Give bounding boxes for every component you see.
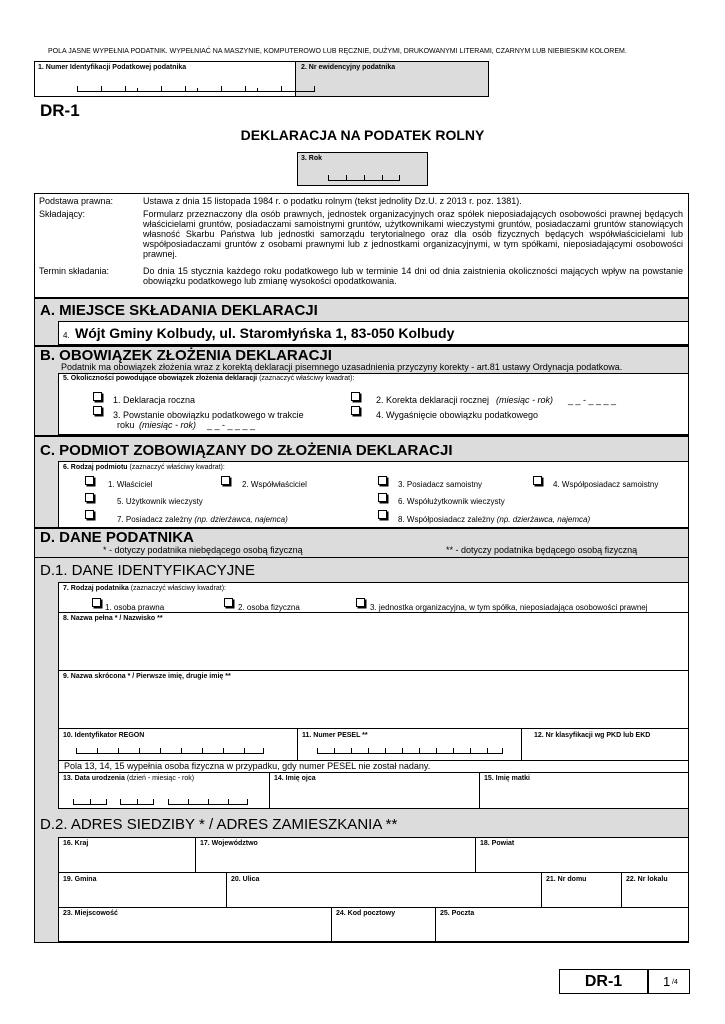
place-number: 4. — [63, 331, 70, 340]
f22-label: 22. Nr lokalu — [626, 876, 668, 883]
submission-place: Wójt Gminy Kolbudy, ul. Staromłyńska 1, 83-050 Kolbudy — [75, 325, 455, 341]
voivodeship-input[interactable] — [196, 850, 474, 871]
page-total: /4 — [672, 979, 678, 986]
mother-name-input[interactable] — [480, 785, 688, 808]
obligation-expiry-checkbox[interactable] — [351, 406, 360, 415]
c-o8: 8. Współposiadacz zależny — [398, 515, 495, 524]
opt4-label: 4. Wygaśnięcie obowiązku podatkowego — [376, 410, 539, 420]
f9-label: 9. Nazwa skrócona * / Pierwsze imię, drugie imię ** — [63, 673, 231, 680]
filer-label: Składający: — [39, 209, 86, 219]
d2-title: D.2. ADRES SIEDZIBY * / ADRES ZAMIESZKANIA ** — [40, 816, 398, 833]
correction-note: Podatnik ma obowiązek złożenia wraz z korektą deklaracji pisemnego uzasadnienia przyczyny korekty - art.81 ustawy Ordynacja podatkowa. — [61, 362, 623, 372]
t2: 2. osoba fizyczna — [238, 603, 300, 612]
f6-label: 6. Rodzaj podmiotu — [63, 464, 128, 471]
co-perpetual-user-checkbox[interactable] — [378, 493, 387, 502]
c-o5: 5. Użytkownik wieczysty — [117, 497, 203, 506]
commune-input[interactable] — [59, 886, 225, 906]
f5-hint: (zaznaczyć właściwy kwadrat): — [259, 375, 355, 382]
c-o8-hint: (np. dzierżawca, najemca) — [496, 515, 591, 524]
form-title: DEKLARACJA NA PODATEK ROLNY — [240, 127, 485, 143]
f25-label: 25. Poczta — [440, 910, 475, 917]
note-natural-person: ** - dotyczy podatnika będącego osobą fizyczną — [446, 545, 638, 555]
legal-person-checkbox[interactable] — [92, 598, 101, 607]
c-o7-hint: (np. dzierżawca, najemca) — [194, 515, 288, 524]
f6-hint: (zaznaczyć właściwy kwadrat): — [129, 464, 225, 471]
f20-label: 20. Ulica — [231, 876, 260, 883]
c-o1: 1. Właściciel — [108, 480, 153, 489]
short-name-input[interactable] — [59, 683, 688, 727]
postal-code-input[interactable] — [332, 920, 434, 941]
birth-month-input[interactable] — [120, 799, 154, 805]
full-name-input[interactable] — [59, 625, 688, 669]
section-b-title: B. OBOWIĄZEK ZŁOŻENIA DEKLARACJI — [40, 347, 332, 364]
registry-label: 2. Nr ewidencyjny podatnika — [301, 64, 396, 71]
year-ticks — [328, 175, 400, 181]
opt2-hint: (miesiąc - rok) — [496, 395, 554, 405]
regon-input[interactable] — [76, 748, 264, 754]
birth-day-input[interactable] — [73, 799, 107, 805]
f7-hint: (zaznaczyć właściwy kwadrat): — [130, 585, 226, 592]
f12-label: 12. Nr klasyfikacji wg PKD lub EKD — [534, 732, 651, 739]
deadline-label: Termin składania: — [39, 266, 110, 276]
submission-place-field — [58, 321, 689, 345]
form-code: DR-1 — [40, 101, 80, 120]
opt3-hint: (miesiąc - rok) — [139, 420, 197, 430]
f14-label: 14. Imię ojca — [274, 775, 316, 782]
f11-label: 11. Numer PESEL ** — [302, 732, 368, 739]
perpetual-user-checkbox[interactable] — [85, 493, 94, 502]
section-d-title: D. DANE PODATNIKA — [40, 529, 194, 546]
f5-label: 5. Okoliczności powodujące obowiązek złożenia deklaracji — [63, 375, 258, 382]
page-number-box — [648, 969, 690, 994]
c-o4: 4. Współposiadacz samoistny — [553, 480, 659, 489]
obligation-arise-checkbox[interactable] — [93, 406, 102, 415]
c-o2: 2. Współwłaściciel — [242, 480, 307, 489]
f18-label: 18. Powiat — [480, 840, 515, 847]
f13-hint: (dzień - miesiąc - rok) — [126, 775, 195, 782]
t1: 1. osoba prawna — [105, 603, 165, 612]
owner-checkbox[interactable] — [85, 476, 94, 485]
nip-ticks — [77, 86, 315, 92]
city-input[interactable] — [59, 920, 330, 941]
f13-label: 13. Data urodzenia — [63, 775, 125, 782]
deadline-text: Do dnia 15 stycznia każdego roku podatkowego lub w terminie 14 dni od dnia zaistnienia okoliczności mających wpływ na powstanie obowiązku podatkowego lub zmianę wysokości opodatkowania. — [143, 266, 683, 286]
pesel-input[interactable] — [317, 748, 503, 754]
basis-label: Podstawa prawna: — [39, 196, 114, 206]
page-number: 1 — [663, 974, 671, 989]
f17-label: 17. Województwo — [200, 840, 258, 847]
opt3-date[interactable]: _ _ - _ _ _ _ — [207, 420, 256, 430]
organizational-unit-checkbox[interactable] — [356, 598, 365, 607]
c-o6: 6. Współużytkownik wieczysty — [398, 497, 505, 506]
opt3-label-b: roku — [117, 420, 135, 430]
f16-label: 16. Kraj — [63, 840, 89, 847]
opt1-label: 1. Deklaracja roczna — [113, 395, 196, 405]
natural-person-checkbox[interactable] — [224, 598, 233, 607]
co-owner-checkbox[interactable] — [221, 476, 230, 485]
co-dependent-possessor-checkbox[interactable] — [378, 510, 387, 519]
f10-label: 10. Identyfikator REGON — [63, 732, 145, 739]
post-office-input[interactable] — [436, 920, 688, 941]
footer-code: DR-1 — [584, 973, 623, 990]
f23-label: 23. Miejscowość — [63, 910, 118, 917]
nip-label: 1. Numer Identyfikacji Podatkowej podatnika — [38, 64, 187, 71]
country-input[interactable] — [59, 850, 194, 871]
father-name-input[interactable] — [270, 785, 478, 808]
f24-label: 24. Kod pocztowy — [336, 910, 396, 917]
street-input[interactable] — [227, 886, 540, 906]
c-o7: 7. Posiadacz zależny — [117, 515, 193, 524]
dependent-possessor-checkbox[interactable] — [85, 510, 94, 519]
apartment-number-input[interactable] — [622, 886, 688, 906]
opt3-label: 3. Powstanie obowiązku podatkowego w trakcie — [113, 410, 304, 420]
annual-declaration-checkbox[interactable] — [93, 392, 102, 401]
f15-label: 15. Imię matki — [484, 775, 530, 782]
independent-possessor-checkbox[interactable] — [378, 476, 387, 485]
f8-label: 8. Nazwa pełna * / Nazwisko ** — [63, 615, 163, 622]
d1-title: D.1. DANE IDENTYFIKACYJNE — [40, 562, 256, 579]
basis-text: Ustawa z dnia 15 listopada 1984 r. o podatku rolnym (tekst jednolity Dz.U. z 2013 r. poz. 1381). — [143, 196, 522, 206]
correction-checkbox[interactable] — [351, 392, 360, 401]
f19-label: 19. Gmina — [63, 876, 97, 883]
year-label: 3. Rok — [301, 155, 323, 162]
year-field[interactable] — [297, 152, 428, 186]
birth-year-input[interactable] — [168, 799, 248, 805]
opt2-label: 2. Korekta deklaracji rocznej — [376, 395, 490, 405]
footer-code-box — [559, 969, 648, 994]
co-independent-possessor-checkbox[interactable] — [533, 476, 542, 485]
f7-label: 7. Rodzaj podatnika — [63, 585, 129, 592]
opt2-date[interactable]: _ _ - _ _ _ _ — [568, 395, 617, 405]
c-o3: 3. Posiadacz samoistny — [398, 480, 483, 489]
house-number-input[interactable] — [542, 886, 620, 906]
top-note: POLA JASNE WYPEŁNIA PODATNIK. WYPEŁNIAĆ NA MASZYNIE, KOMPUTEROWO LUB RĘCZNIE, DUŻYMI, DRUKOWANYMI LITERAMI, CZARNYM LUB NIEBIESKIM KOLOREM. — [48, 48, 627, 55]
filer-text: Formularz przeznaczony dla osób prawnych, jednostek organizacyjnych oraz spółek nieposiadających osobowości prawnej będących właścicielami gruntów, posiadaczami samoistnymi gruntów, użytkownikami wieczystymi gruntów, posiadaczami gruntów stanowiących własność Skarbu Państwa lub jednostki samorządu terytorialnego oraz dla osób fizycznych będących współwłaścicielami lub współposiadaczami gruntów z osobami prawnymi lub z jednostkami organizacyjnymi, w tym spółkami, nieposiadającymi osobowości prawnej. — [143, 209, 683, 259]
note-legal-person: * - dotyczy podatnika niebędącego osobą fizyczną — [103, 545, 303, 555]
t3: 3. jednostka organizacyjna, w tym spółka, nieposiadająca osobowości prawnej — [370, 603, 648, 612]
section-c-title: C. PODMIOT ZOBOWIĄZANY DO ZŁOŻENIA DEKLARACJI — [40, 442, 453, 459]
nip-field[interactable] — [34, 61, 296, 97]
county-input[interactable] — [476, 850, 688, 871]
f21-label: 21. Nr domu — [546, 876, 587, 883]
fields-13-15-note: Pola 13, 14, 15 wypełnia osoba fizyczna w przypadku, gdy numer PESEL nie został nadany. — [64, 761, 431, 771]
section-a-title: A. MIEJSCE SKŁADANIA DEKLARACJI — [40, 302, 318, 319]
